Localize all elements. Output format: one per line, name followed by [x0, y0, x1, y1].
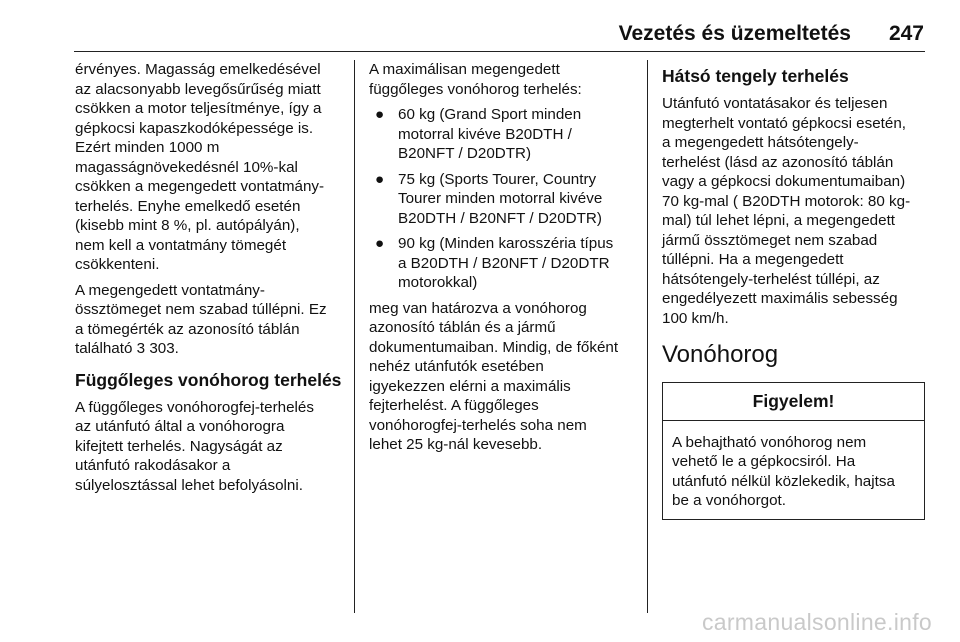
max-load-intro: A maximálisan megengedett függőleges vonóhorog terhelés: [369, 61, 582, 98]
max-load-list [369, 105, 635, 293]
page-number: 247 [888, 22, 924, 45]
column-1 [75, 60, 350, 501]
page-header [619, 22, 924, 46]
bullet-icon: ● [375, 235, 385, 252]
altitude-paragraph: érvényes. Magasság emelkedésével az alacsonyabb levegősűrűség miatt csökken a motor teljesítménye, így a gépkocsi kapaszkodóképessége is. Ezért minden 1000 m magasságnövekedésnél 10%-kal csökken a megengedett vontatmány- terhelés. Enyhe emelkedő esetén (kisebb mint 8 %, pl. autópályán), nem kell a vontatmány tömegét csökkenteni. [75, 61, 325, 273]
bullet-icon: ● [375, 170, 385, 188]
gross-weight-paragraph: A megengedett vontatmány- össztömeget nem szabad túllépni. Ez a tömegérték az azonosító táblán található 3 303. [75, 281, 327, 357]
column-3 [662, 60, 927, 520]
column-2 [369, 60, 635, 461]
vertical-load-paragraph: A függőleges vonóhorogfej-terhelés az utánfutó által a vonóhorogra kifejtett terhelés. Nagyságát az utánfutó rakodásakor a súlyelosztással lehet befolyásolni. [75, 398, 314, 494]
vertical-load-heading: Függőleges vonóhorog terhelés [75, 369, 342, 390]
chapter-title: Vezetés és üzemeltetés [618, 22, 851, 45]
page-reference-link[interactable]: 303. [145, 340, 179, 357]
rear-axle-heading: Hátsó tengely terhelés [662, 66, 849, 86]
watermark: carmanualsonline.info [701, 609, 932, 635]
list-item: ● 60 kg (Grand Sport minden motorral kivéve B20DTH / B20NFT / D20DTR) [375, 106, 582, 162]
notice-body: A behajtható vonóhorog nem vehető le a gépkocsiról. Ha utánfutó nélkül közlekedik, hajtsa be a vonóhorgot. [672, 433, 895, 509]
bullet-icon: ● [375, 106, 385, 123]
section-title: Vonóhorog [662, 341, 779, 368]
column-divider-2 [647, 60, 648, 613]
notice-title: Figyelem! [663, 383, 924, 421]
notice-box [662, 382, 925, 520]
list-item: ● 90 kg (Minden karosszéria típus a B20DTH / B20NFT / D20DTR motorokkal) [375, 235, 614, 291]
list-item: ● 75 kg (Sports Tourer, Country Tourer minden motorral kivéve B20DTH / B20NFT / D20DTR) [375, 170, 603, 227]
max-load-paragraph: meg van határozva a vonóhorog azonosító táblán és a jármű dokumentumaiban. Mindig, de főként nehéz utánfutók esetében igyekezzen elérni a maximális fejterhelést. A függőleges vonóhorogfej-terhelés soha nem lehet 25 kg-nál kevesebb. [369, 299, 619, 453]
page-reference-arrow-icon: 3 [136, 340, 146, 357]
column-divider-1 [354, 60, 355, 613]
header-divider [74, 51, 925, 52]
rear-axle-paragraph: Utánfutó vontatásakor és teljesen megterhelt vontató gépkocsi esetén, a megengedett hátsótengely- terhelést (lásd az azonosító táblán vagy a gépkocsi dokumentumaiban) 70 kg-mal ( B20DTH motorok: 80 kg- mal) túl lehet lépni, a megengedett jármű össztömeget nem szabad túllépni. Ha a megengedett hátsótengely-terhelést túllépi, az engedélyezett maximális sebesség 100 km/h. [662, 95, 911, 327]
